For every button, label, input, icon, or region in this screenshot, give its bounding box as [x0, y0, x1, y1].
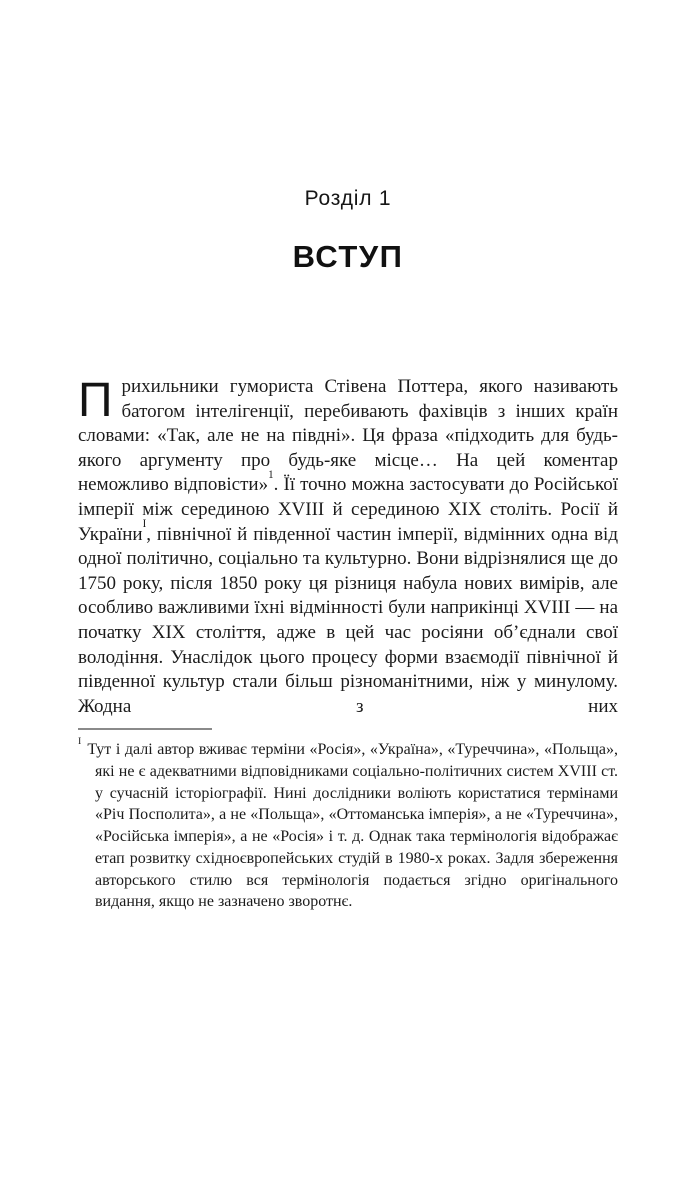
footnote-divider: [78, 728, 212, 730]
footnote-reference: І: [142, 518, 147, 531]
footnote-reference: 1: [268, 469, 274, 482]
paragraph-run: . Її точно можна застосувати до Російської імперії між серединою XVIII й серединою XIX століть. Росії й України: [78, 474, 618, 545]
book-page: [0, 186, 693, 1186]
footnote-marker: І: [78, 735, 82, 747]
paragraph-text: [78, 376, 618, 717]
body-paragraph: [78, 375, 618, 719]
footnote-text: Тут і далі автор вживає терміни «Росія», «Україна», «Туреччина», «Польща», які не є адекватними відповідниками соціально-політичних систем XVIII ст. у сучасній історіографії. Нині дослідники воліють користатися термінами «Річ Посполита», а не «Польща», «Оттоманська імперія», а не «Туреччина», «Російська імперія», а не «Росія» і т. д. Однак така термінологія відображає етап розвитку східноєвропейських студій в 1980-х роках. Задля збереження авторського стилю вся термінологія подається згідно оригінального видання, якщо не зазначено зворотнє.: [87, 741, 618, 911]
chapter-number: Розділ 1: [304, 187, 392, 210]
chapter-title: ВСТУП: [292, 239, 404, 274]
dropcap-letter: П: [78, 374, 113, 427]
paragraph-run: рихильники гумориста Стівена Поттера, якого називають батогом інтелігенції, перебивають фахівців з інших країн словами: «Так, але не на півдні». Ця фраза «підходить для будь-якого аргументу про будь-яке місце… На цей коментар неможливо відповісти»: [78, 376, 618, 496]
paragraph-run: , північної й південної частин імперії, відмінних одна від одної політично, соціально та культурно. Вони відрізнялися ще до 1750 року, після 1850 року ця різниця набула нових вимірів, але особливо важливими їхні відмінності були наприкінці XVIII — на початку XIX століття, адже в цей час росіяни об’єднали свої володіння. Унаслідок цього процесу форми взаємодії північної й південної культур стали більш різноманітними, ніж у минулому. Жодна з них: [78, 523, 618, 717]
footnote-section: [78, 735, 618, 913]
